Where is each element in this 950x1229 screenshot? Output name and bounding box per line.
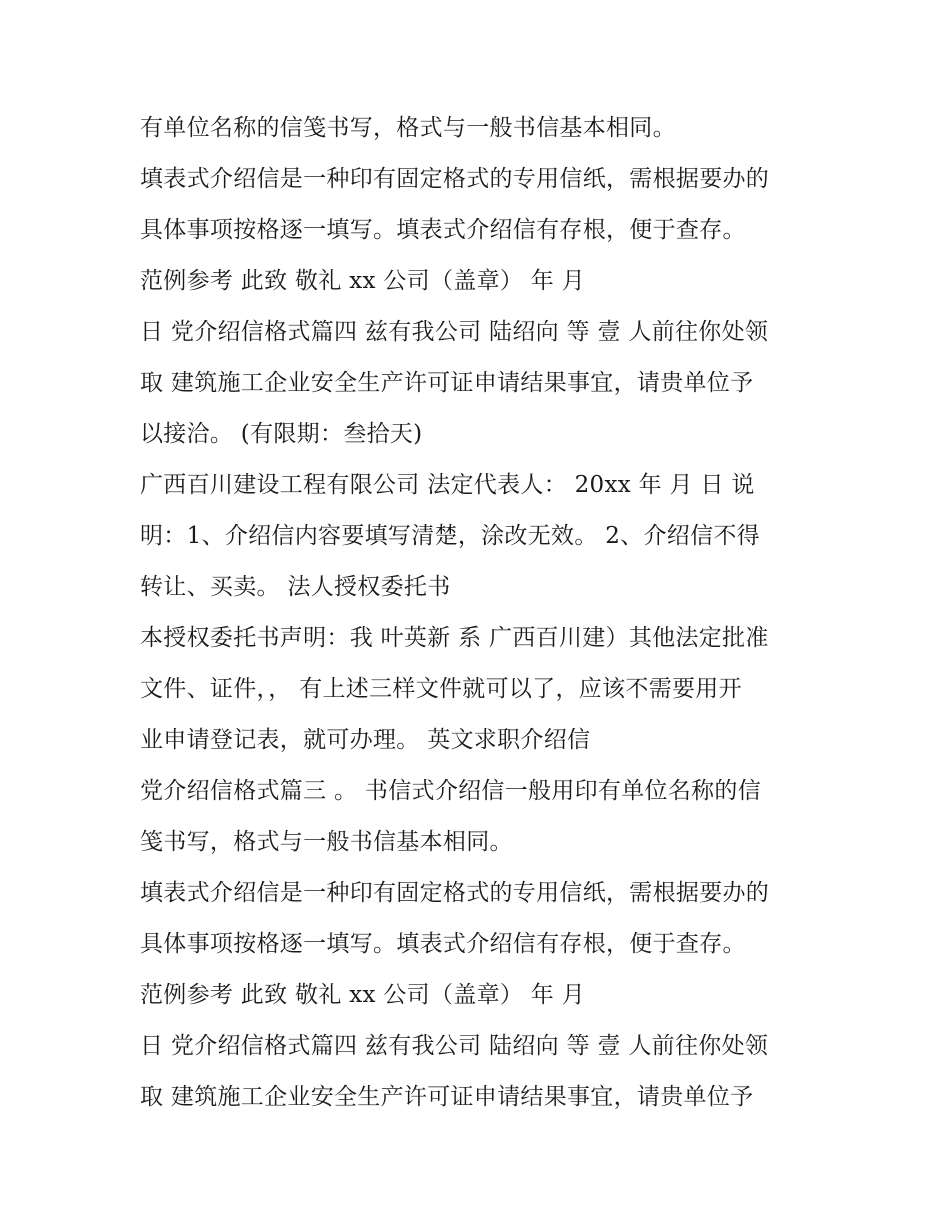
text-line: 以接洽。 (有限期：叁拾天) <box>140 421 423 447</box>
text-line: 具体事项按格逐一填写。填表式介绍信有存根，便于查存。 <box>140 217 746 243</box>
text-line: 有单位名称的信笺书写，格式与一般书信基本相同。 <box>140 115 676 141</box>
text-line: 填表式介绍信是一种印有固定格式的专用信纸，需根据要办的 <box>140 880 770 906</box>
text-line: 取 建筑施工企业安全生产许可证申请结果事宜，请贵单位予 <box>140 1084 754 1110</box>
text-line: 具体事项按格逐一填写。填表式介绍信有存根，便于查存。 <box>140 931 746 957</box>
text-line: 转让、买卖。 法人授权委托书 <box>140 574 451 600</box>
text-line: 本授权委托书声明：我 叶英新 系 广西百川建）其他法定批准 <box>140 625 769 651</box>
text-line: 范例参考 此致 敬礼 xx 公司（盖章） 年 月 <box>140 982 586 1008</box>
text-line: 日 党介绍信格式篇四 兹有我公司 陆绍向 等 壹 人前往你处领 <box>140 319 769 345</box>
text-line: 取 建筑施工企业安全生产许可证申请结果事宜，请贵单位予 <box>140 370 754 396</box>
text-line: 日 党介绍信格式篇四 兹有我公司 陆绍向 等 壹 人前往你处领 <box>140 1033 769 1059</box>
text-line: 笺书写，格式与一般书信基本相同。 <box>140 829 513 855</box>
text-line: 文件、证件，， 有上述三样文件就可以了，应该不需要用开 <box>140 676 742 702</box>
text-line: 明：1、介绍信内容要填写清楚，涂改无效。 2、介绍信不得 <box>140 523 760 549</box>
document-body <box>140 103 830 1123</box>
text-line: 范例参考 此致 敬礼 xx 公司（盖章） 年 月 <box>140 268 586 294</box>
text-line: 党介绍信格式篇三 。 书信式介绍信一般用印有单位名称的信 <box>140 778 762 804</box>
text-line: 填表式介绍信是一种印有固定格式的专用信纸，需根据要办的 <box>140 166 770 192</box>
text-line: 业申请登记表，就可办理。 英文求职介绍信 <box>140 727 591 753</box>
text-line: 广西百川建设工程有限公司 法定代表人： 20xx 年 月 日 说 <box>140 472 755 498</box>
